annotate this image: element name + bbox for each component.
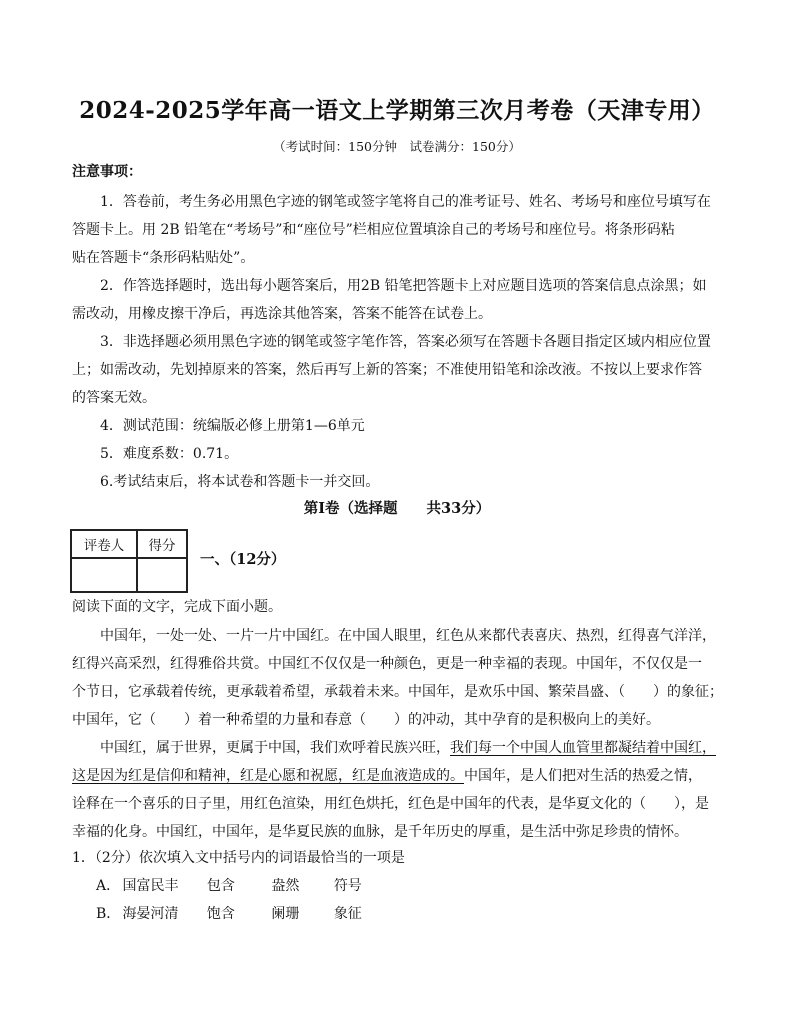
option-word: 符号 [333, 878, 362, 894]
passage-line: 中国年，它（ ）着一种希望的力量和春意（ ）的冲动，其中孕育的是积极向上的美好。 [72, 712, 660, 728]
option-word: 象征 [333, 906, 362, 922]
passage-line [100, 738, 716, 758]
notice-line: 3．非选择题必须用黑色字迹的钢笔或签字笔作答，答案必须写在答题卡各题目指定区域内相应位置 [100, 334, 711, 350]
option-letter: A． [96, 878, 121, 894]
passage-line [72, 766, 702, 786]
notice-line: 2．作答选择题时，选出每小题答案后，用2B 铅笔把答题卡上对应题目选项的答案信息点涂黑；如 [100, 278, 707, 294]
passage-line: 中国年，一处一处、一片一片中国红。在中国人眼里，红色从来都代表喜庆、热烈，红得喜气洋洋， [100, 628, 716, 644]
notice-line: 需改动，用橡皮擦干净后，再选涂其他答案，答案不能答在试卷上。 [72, 306, 492, 322]
score-cell[interactable] [137, 558, 187, 592]
option-word: 盎然 [271, 878, 300, 894]
notice-line: 贴在答题卡“条形码粘贴处”。 [72, 250, 255, 266]
notice-heading: 注意事项： [72, 164, 142, 180]
notice-line: 1．答卷前，考生务必用黑色字迹的钢笔或签字笔将自己的准考证号、姓名、考场号和座位号填写在 [100, 194, 711, 210]
notice-line: 5．难度系数：0.71。 [100, 446, 239, 462]
section-title: 第Ⅰ卷（选择题 共33分） [303, 500, 491, 517]
option-letter: B． [96, 906, 121, 922]
passage-line: 个节日，它承载着传统，更承载着希望，承载着未来。中国年，是欢乐中国、繁荣昌盛、（ ）的象征； [72, 684, 723, 700]
notice-line: 6.考试结束后，将本试卷和答题卡一并交回。 [100, 474, 380, 490]
option-word: 包含 [206, 878, 235, 894]
question-1-stem: 1．（2分）依次填入文中括号内的词语最恰当的一项是 [72, 850, 405, 866]
passage-segment: 中国年，是人们把对生活的热爱之情， [464, 768, 702, 784]
option-a[interactable] [96, 876, 362, 896]
exam-title: 2024-2025学年高一语文上学期第三次月考卷（天津专用） [79, 97, 715, 124]
notice-line: 答题卡上。用 2B 铅笔在“考场号”和“座位号”栏相应位置填涂自己的考场号和座位号。将条形码粘 [72, 222, 675, 238]
option-word: 国富民丰 [122, 878, 179, 894]
question-group-heading: 一、（12分） [200, 551, 286, 568]
option-word: 阑珊 [271, 906, 300, 922]
notice-line: 的答案无效。 [72, 390, 156, 406]
passage-line: 诠释在一个喜乐的日子里，用红色渲染，用红色烘托，红色是中国年的代表，是华夏文化的（ ），是 [72, 796, 709, 812]
passage-line: 红得兴高采烈，红得雅俗共赏。中国红不仅仅是一种颜色，更是一种幸福的表现。中国年，不仅仅是一 [72, 656, 702, 672]
exam-subtitle: （考试时间：150分钟 试卷满分：150分） [273, 139, 521, 154]
passage-line: 幸福的化身。中国红，中国年，是华夏民族的血脉，是千年历史的厚重，是生活中弥足珍贵的情怀。 [72, 824, 688, 840]
option-word: 饱含 [206, 906, 235, 922]
score-table-header-score: 得分 [137, 530, 187, 558]
underlined-sentence: 这是因为红是信仰和精神，红是心愿和祝愿，红是血液造成的。 [72, 768, 464, 784]
passage-segment: 中国红，属于世界，更属于中国，我们欢呼着民族兴旺， [100, 740, 450, 756]
reading-instruction: 阅读下面的文字，完成下面小题。 [72, 599, 282, 615]
notice-line: 4．测试范围：统编版必修上册第1—6单元 [100, 418, 365, 434]
underlined-sentence: 我们每一个中国人血管里都凝结着中国红， [450, 740, 716, 756]
option-b[interactable] [96, 904, 362, 924]
option-word: 海晏河清 [122, 906, 179, 922]
grader-cell[interactable] [71, 558, 137, 592]
score-table [70, 529, 188, 593]
score-table-header-grader: 评卷人 [71, 530, 137, 558]
notice-line: 上；如需改动，先划掉原来的答案，然后再写上新的答案；不准使用铅笔和涂改液。不按以上要求作答 [72, 362, 702, 378]
